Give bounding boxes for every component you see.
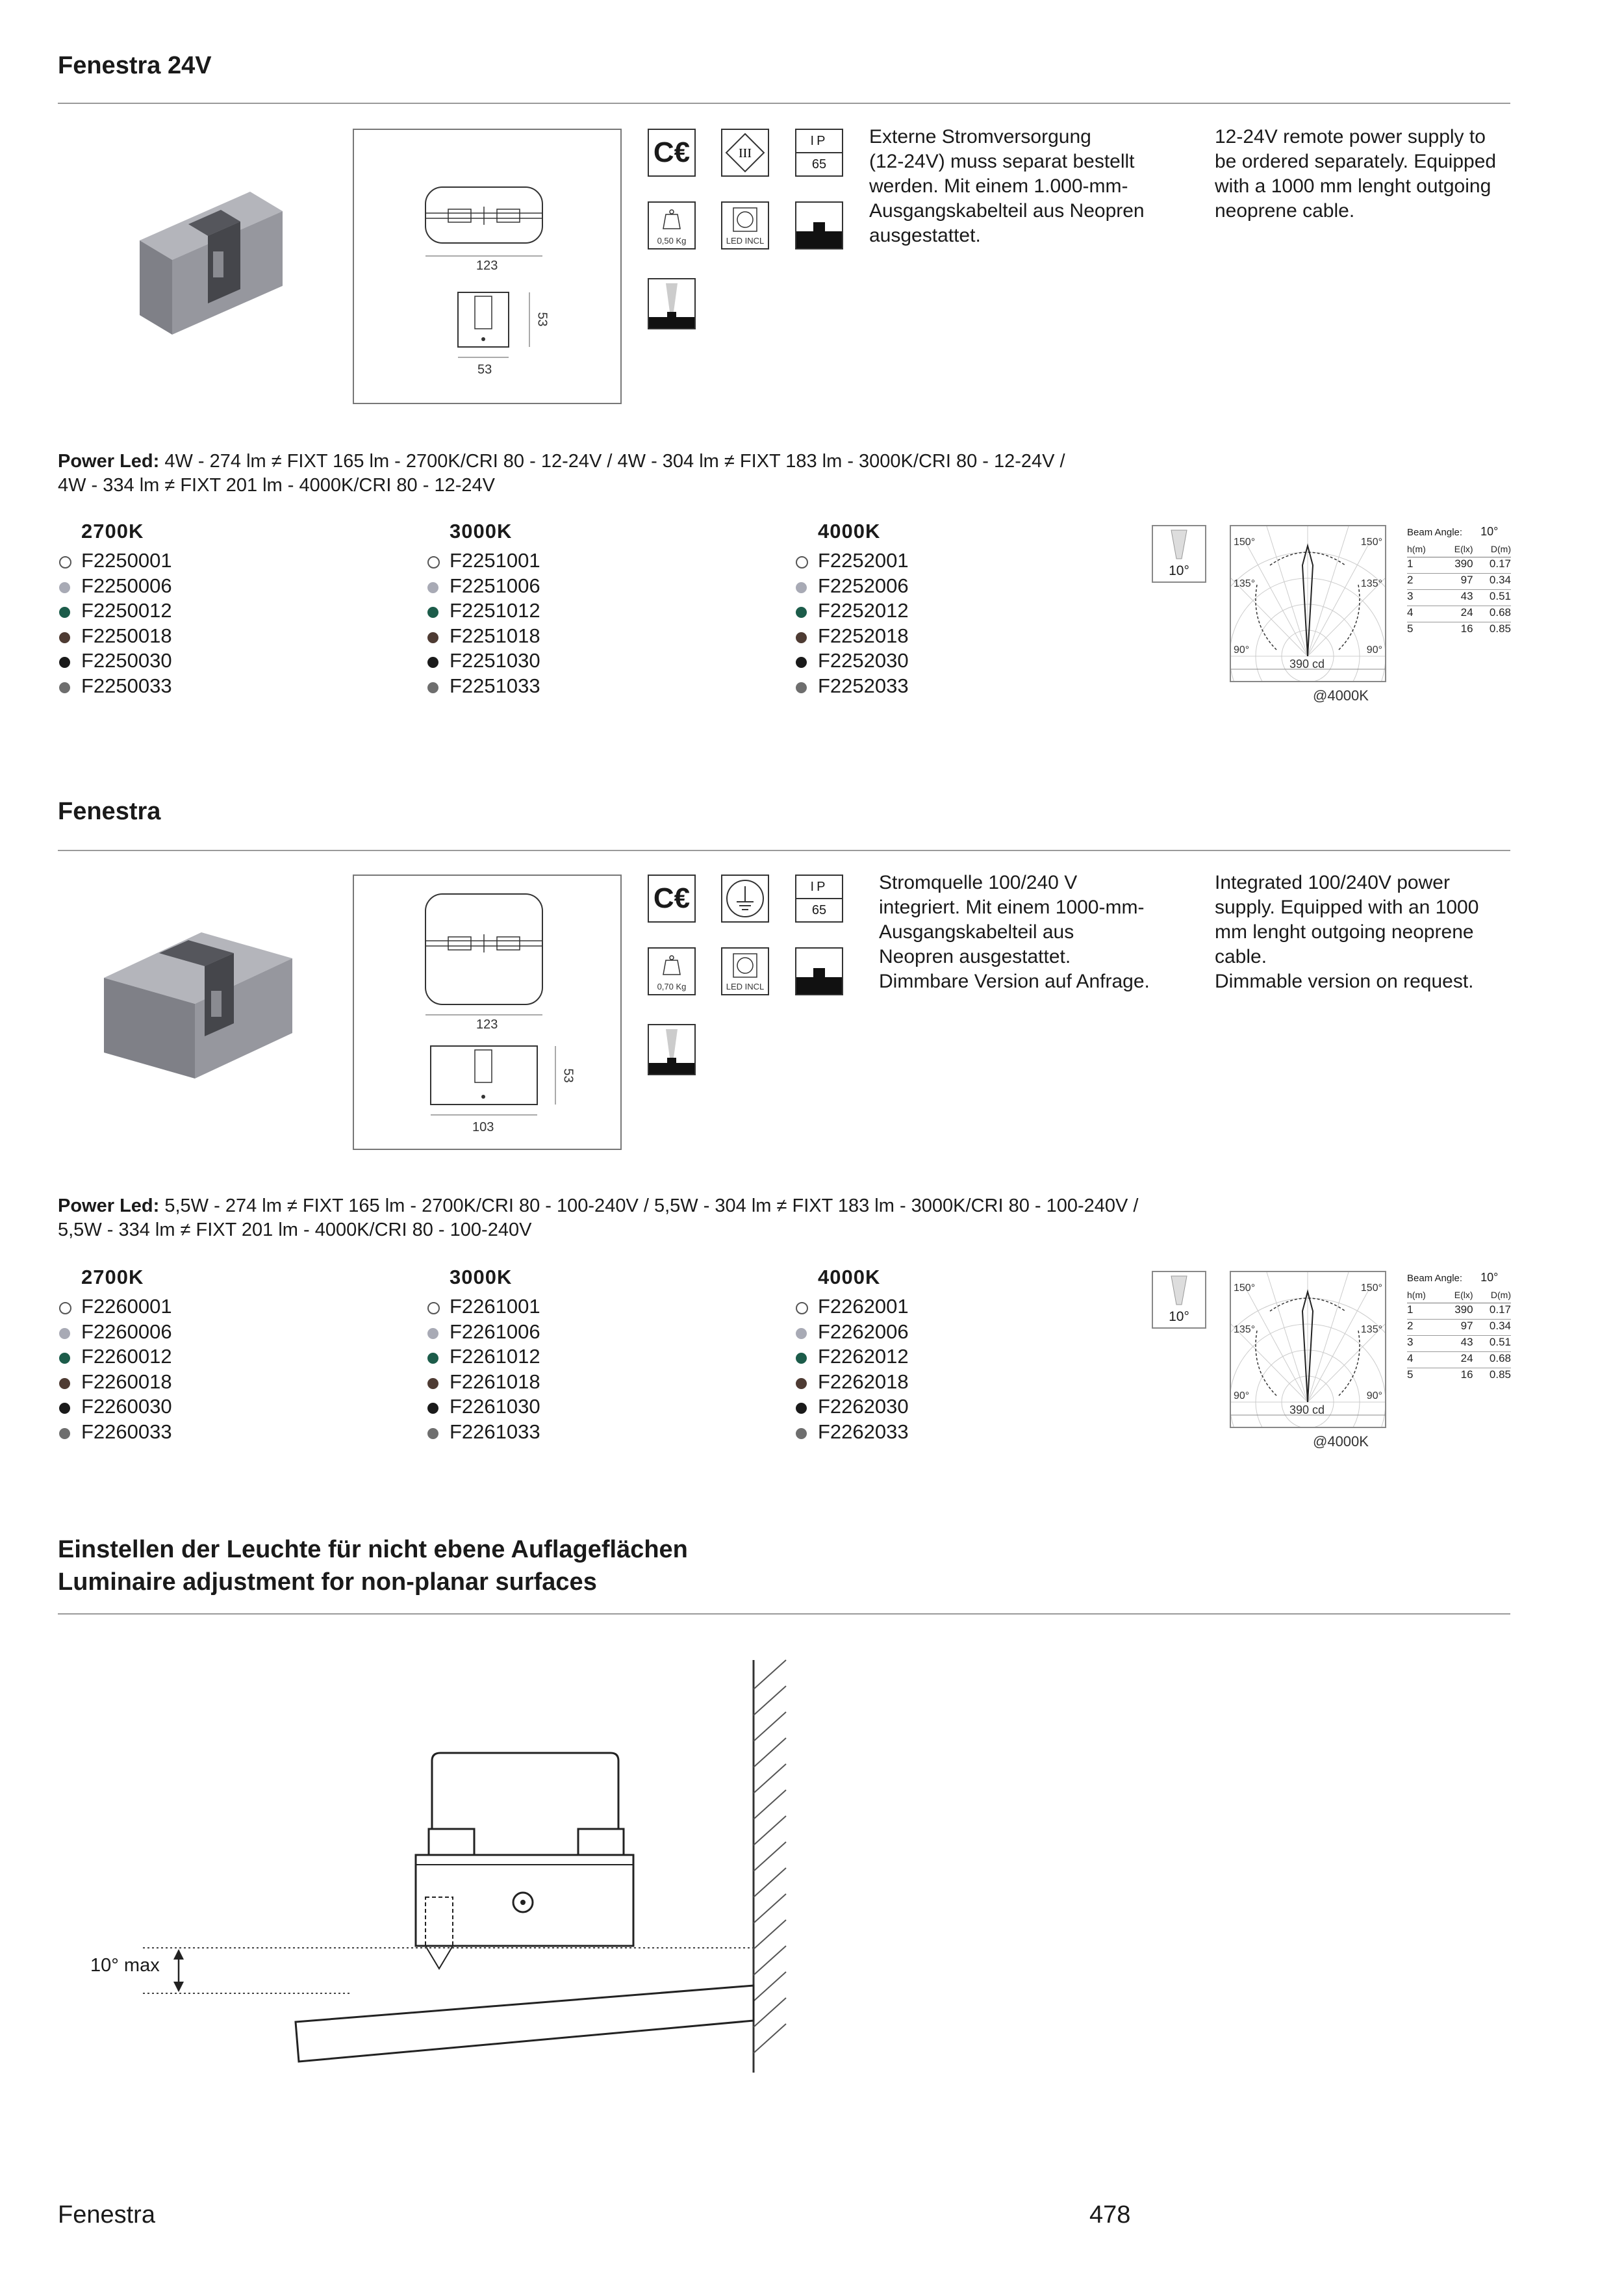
description-de: [869, 125, 1145, 248]
color-dot: [59, 582, 70, 593]
code-item: F2260030: [58, 1394, 172, 1420]
color-dot: [59, 632, 70, 643]
temperature-heading: 3000K: [450, 520, 513, 543]
led-included-icon: [721, 201, 769, 249]
code-item: F2260033: [58, 1420, 172, 1445]
light-beam-icon: [648, 1024, 696, 1075]
code-column-2700k: [58, 1266, 172, 1444]
adjustment-title: [58, 1533, 688, 1598]
color-dot: [59, 556, 71, 568]
angle-label: 150°: [1234, 1283, 1256, 1294]
code-item: F2251018: [426, 624, 540, 649]
code-item: F2251001: [426, 548, 540, 574]
color-dot: [59, 607, 70, 618]
polar-diagram: [1230, 1271, 1386, 1428]
beam-angle-label: Beam Angle:: [1407, 1273, 1463, 1284]
beam-label: 10°: [1169, 1309, 1189, 1324]
code-item: F2262030: [794, 1394, 909, 1420]
code-item: F2252012: [794, 598, 909, 624]
text-line: (12-24V) muss separat bestellt: [869, 151, 1135, 172]
product-photo: [97, 919, 305, 1088]
code-item: F2252030: [794, 648, 909, 674]
color-dot: [59, 1378, 70, 1389]
color-dot: [427, 1428, 438, 1439]
class-iii-icon: [721, 129, 769, 177]
text-line: supply. Equipped with an 1000: [1215, 897, 1479, 918]
svg-text:III: III: [739, 146, 752, 160]
text-line: neoprene cable.: [1215, 200, 1355, 222]
candela-label: 390 cd: [1289, 1403, 1325, 1416]
text-line: cable.: [1215, 946, 1267, 967]
beam-label: 10°: [1169, 563, 1189, 578]
dim-width: 123: [476, 259, 498, 273]
color-dot: [796, 556, 808, 568]
text-line: 12-24V remote power supply to: [1215, 126, 1486, 147]
section-title: Fenestra: [58, 798, 161, 825]
text-line: Integrated 100/240V power: [1215, 872, 1450, 893]
color-dot: [427, 582, 438, 593]
product-photo: [127, 179, 296, 348]
code-item: F2261018: [426, 1370, 540, 1395]
code-item: F2261012: [426, 1344, 540, 1370]
description-en: [1215, 871, 1478, 994]
ip-rating-icon: [795, 129, 843, 177]
color-dot: [796, 1428, 807, 1439]
code-item: F2250006: [58, 574, 172, 599]
ip-rating-icon: [795, 875, 843, 923]
color-dot: [59, 1353, 70, 1364]
text-line: werden. Mit einem 1.000-mm-: [869, 175, 1128, 197]
angle-label: 90°: [1366, 1390, 1382, 1401]
light-beam-icon: [648, 278, 696, 329]
color-dot: [59, 1302, 71, 1314]
wall-mount-icon: [795, 947, 843, 995]
wall-mount-icon: [795, 201, 843, 249]
color-dot: [796, 1353, 807, 1364]
angle-label: 150°: [1360, 537, 1382, 548]
color-dot: [59, 1328, 70, 1339]
text-line: Externe Stromversorgung: [869, 126, 1091, 147]
code-item: F2261001: [426, 1294, 540, 1320]
color-dot: [427, 607, 438, 618]
table-header: h(m): [1407, 544, 1426, 554]
color-dot: [427, 1353, 438, 1364]
code-item: F2260012: [58, 1344, 172, 1370]
earth-ground-icon: [721, 875, 769, 923]
code-item: F2262018: [794, 1370, 909, 1395]
ip-label: IP: [796, 130, 842, 153]
text-line: Dimmbare Version auf Anfrage.: [879, 971, 1150, 992]
temperature-heading: 3000K: [450, 1266, 513, 1288]
color-dot: [796, 607, 807, 618]
angle-label: 90°: [1366, 645, 1382, 656]
color-dot: [427, 1378, 438, 1389]
table-header: E(lx): [1454, 1290, 1473, 1300]
code-item: F2262006: [794, 1320, 909, 1345]
polar-diagram: [1230, 525, 1386, 682]
code-column-3000k: [426, 520, 540, 698]
text-line: Ausgangskabelteil aus Neopren: [869, 200, 1145, 222]
temperature-heading: 4000K: [818, 520, 881, 543]
adjustment-title-en: Luminaire adjustment for non-planar surfaces: [58, 1568, 597, 1596]
adjustment-diagram: [65, 1650, 818, 2079]
angle-label: 90°: [1234, 1390, 1250, 1401]
photometry-reference: @4000K: [1313, 1433, 1369, 1450]
color-dot: [796, 1378, 807, 1389]
code-item: F2250012: [58, 598, 172, 624]
power-led-line: 5,5W - 274 lm ≠ FIXT 165 lm - 2700K/CRI 80 - 100-240V / 5,5W - 304 lm ≠ FIXT 183 lm - 3000K/CRI 80 - 100-240V /: [159, 1195, 1139, 1216]
color-dot: [796, 682, 807, 693]
max-angle-label: 10° max: [90, 1955, 160, 1976]
power-led-line: 4W - 274 lm ≠ FIXT 165 lm - 2700K/CRI 80 - 12-24V / 4W - 304 lm ≠ FIXT 183 lm - 3000K/CRI 80 - 12-24V /: [159, 451, 1065, 472]
illuminance-table: Beam Angle: 10° h(m) E(lx) D(m) 1 390 0.17 2 97 0.34 3 43 0.51 4 24 0.68 5 16 0.85: [1407, 525, 1511, 635]
angle-label: 150°: [1360, 1283, 1382, 1294]
code-item: F2262033: [794, 1420, 909, 1445]
color-dot: [427, 556, 440, 568]
code-item: F2251033: [426, 674, 540, 699]
code-column-4000k: [794, 520, 909, 698]
candela-label: 390 cd: [1289, 658, 1325, 671]
color-dot: [59, 1428, 70, 1439]
angle-label: 135°: [1234, 1324, 1256, 1335]
table-header: D(m): [1490, 1290, 1511, 1300]
angle-label: 135°: [1234, 578, 1256, 589]
color-dot: [796, 582, 807, 593]
color-dot: [796, 1403, 807, 1414]
ce-mark-icon: C€: [648, 129, 696, 177]
code-item: F2251006: [426, 574, 540, 599]
power-led-spec: [58, 1194, 1139, 1242]
code-item: F2262001: [794, 1294, 909, 1320]
power-led-label: Power Led:: [58, 451, 160, 472]
text-line: with a 1000 mm lenght outgoing: [1215, 175, 1491, 197]
description-en: [1215, 125, 1496, 224]
color-dot: [427, 1328, 438, 1339]
code-column-4000k: [794, 1266, 909, 1444]
angle-label: 90°: [1234, 645, 1250, 656]
code-item: F2250001: [58, 548, 172, 574]
color-dot: [427, 1403, 438, 1414]
code-item: F2260001: [58, 1294, 172, 1320]
dim-width: 123: [476, 1017, 498, 1032]
code-item: F2252018: [794, 624, 909, 649]
temperature-heading: 2700K: [81, 520, 144, 543]
code-column-3000k: [426, 1266, 540, 1444]
angle-label: 135°: [1360, 1324, 1382, 1335]
text-line: Neopren ausgestattet.: [879, 946, 1071, 967]
dimension-drawing: [353, 129, 622, 404]
section-divider: [58, 850, 1510, 851]
color-dot: [59, 1403, 70, 1414]
text-line: Ausgangskabelteil aus: [879, 921, 1074, 943]
led-included-icon: [721, 947, 769, 995]
code-item: F2251012: [426, 598, 540, 624]
code-item: F2260006: [58, 1320, 172, 1345]
color-dot: [796, 632, 807, 643]
weight-icon: [648, 201, 696, 249]
dimension-drawing: [353, 875, 622, 1150]
dim-depth: 103: [472, 1120, 494, 1134]
adjustment-title-de: Einstellen der Leuchte für nicht ebene Auflageflächen: [58, 1536, 688, 1563]
color-dot: [59, 657, 70, 668]
temperature-heading: 4000K: [818, 1266, 881, 1288]
text-line: Dimmable version on request.: [1215, 971, 1474, 992]
section-title: Fenestra 24V: [58, 52, 212, 79]
footer-product-name: Fenestra: [58, 2201, 155, 2229]
section-divider: [58, 1613, 1510, 1615]
led-incl-label: LED INCL: [726, 236, 765, 246]
code-item: F2252001: [794, 548, 909, 574]
code-item: F2260018: [58, 1370, 172, 1395]
color-dot: [427, 632, 438, 643]
color-dot: [427, 657, 438, 668]
section-divider: [58, 103, 1510, 104]
code-item: F2261033: [426, 1420, 540, 1445]
beam-angle-value: 10°: [1480, 525, 1499, 538]
text-line: mm lenght outgoing neoprene: [1215, 921, 1474, 943]
ce-mark-icon: C€: [648, 875, 696, 923]
code-item: F2252006: [794, 574, 909, 599]
color-dot: [796, 1328, 807, 1339]
power-led-label: Power Led:: [58, 1195, 160, 1216]
code-item: F2261006: [426, 1320, 540, 1345]
table-header: E(lx): [1454, 544, 1473, 554]
ip-label: IP: [796, 876, 842, 899]
ip-value: 65: [811, 903, 827, 917]
weight-value: 0,70 Kg: [657, 982, 687, 991]
code-item: F2252033: [794, 674, 909, 699]
color-dot: [796, 1302, 808, 1314]
power-led-line: 5,5W - 334 lm ≠ FIXT 201 lm - 4000K/CRI 80 - 100-240V: [58, 1220, 532, 1240]
photometry-reference: @4000K: [1313, 687, 1369, 704]
code-item: F2251030: [426, 648, 540, 674]
text-line: be ordered separately. Equipped: [1215, 151, 1497, 172]
beam-angle-label: Beam Angle:: [1407, 527, 1463, 538]
text-line: integriert. Mit einem 1000-mm-: [879, 897, 1145, 918]
ip-value: 65: [811, 157, 827, 172]
temperature-heading: 2700K: [81, 1266, 144, 1288]
power-led-line: 4W - 334 lm ≠ FIXT 201 lm - 4000K/CRI 80 - 12-24V: [58, 475, 495, 496]
table-header: h(m): [1407, 1290, 1426, 1300]
code-item: F2250033: [58, 674, 172, 699]
color-dot: [427, 1302, 440, 1314]
angle-label: 135°: [1360, 578, 1382, 589]
code-item: F2250018: [58, 624, 172, 649]
color-dot: [427, 682, 438, 693]
text-line: Stromquelle 100/240 V: [879, 872, 1078, 893]
code-column-2700k: [58, 520, 172, 698]
code-item: F2262012: [794, 1344, 909, 1370]
angle-label: 150°: [1234, 537, 1256, 548]
beam-icon: [1152, 1271, 1206, 1329]
dim-depth: 53: [477, 363, 492, 377]
led-incl-label: LED INCL: [726, 982, 765, 991]
power-led-spec: [58, 450, 1065, 498]
text-line: ausgestattet.: [869, 225, 981, 246]
code-item: F2250030: [58, 648, 172, 674]
beam-angle-value: 10°: [1480, 1271, 1499, 1284]
color-dot: [59, 682, 70, 693]
illuminance-table: Beam Angle: 10° h(m) E(lx) D(m) 1 390 0.17 2 97 0.34 3 43 0.51 4 24 0.68 5 16 0.85: [1407, 1271, 1511, 1381]
weight-icon: [648, 947, 696, 995]
dim-height: 53: [561, 1068, 576, 1083]
dim-height: 53: [535, 312, 550, 327]
description-de: [879, 871, 1150, 994]
beam-icon: [1152, 525, 1206, 583]
weight-value: 0,50 Kg: [657, 236, 687, 246]
page-number: 478: [1089, 2201, 1131, 2229]
color-dot: [796, 657, 807, 668]
code-item: F2261030: [426, 1394, 540, 1420]
table-header: D(m): [1490, 544, 1511, 554]
